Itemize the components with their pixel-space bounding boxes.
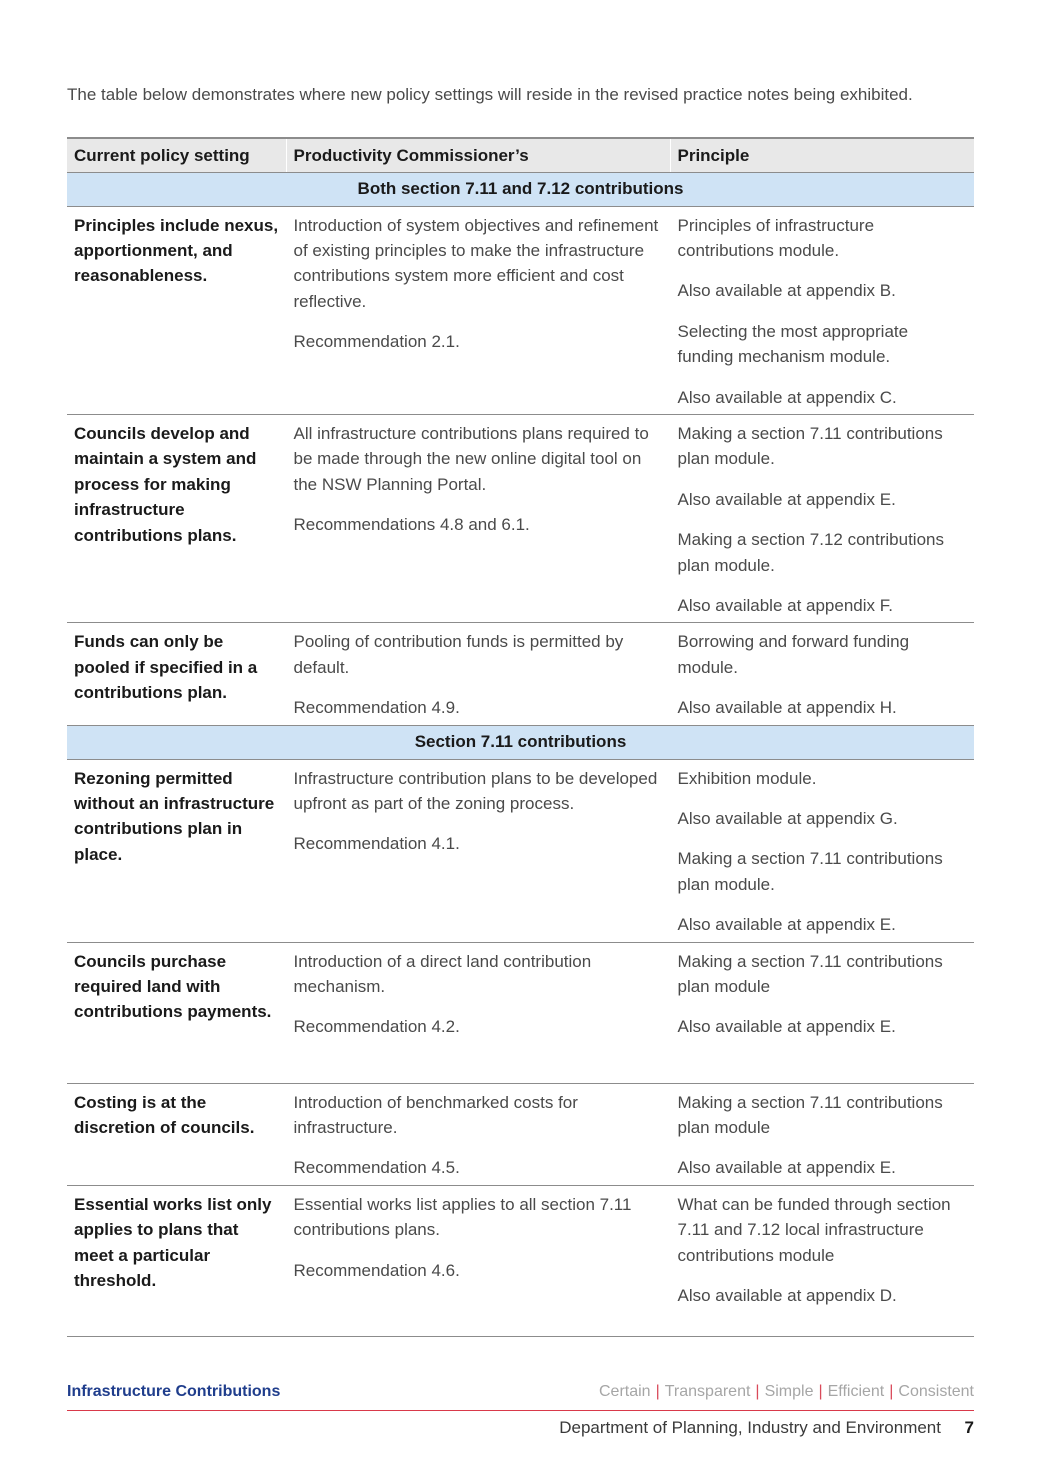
value-transparent: Transparent [664, 1383, 751, 1400]
header-principle: Principle [670, 138, 974, 172]
principle-appendix: Also available at appendix C. [677, 387, 897, 407]
principle-appendix: Also available at appendix F. [677, 595, 893, 615]
table-row [67, 759, 974, 942]
table-row [67, 1083, 974, 1185]
commissioner-recommendation: Recommendations 4.8 and 6.1. [293, 515, 530, 535]
commissioner-cell [286, 942, 670, 1083]
value-simple: Simple [764, 1383, 814, 1400]
commissioner-cell [286, 759, 670, 942]
table-row [67, 1185, 974, 1336]
intro-text: The table below demonstrates where new policy settings will reside in the revised practice notes being exhibited. [67, 85, 913, 104]
section-row [67, 725, 974, 759]
principle-appendix: Also available at appendix D. [677, 1286, 897, 1306]
principle-cell [670, 1185, 974, 1336]
policy-setting-cell: Costing is at the discretion of councils. [67, 1083, 286, 1185]
commissioner-recommendation: Recommendation 4.9. [293, 698, 460, 718]
principle-appendix: Also available at appendix E. [677, 1017, 896, 1037]
commissioner-text: All infrastructure contributions plans required to be made through the new online digital tool on the NSW Planning Portal. [293, 423, 649, 494]
footer-department: Department of Planning, Industry and Environment [559, 1418, 941, 1437]
principle-appendix: Also available at appendix B. [677, 281, 896, 301]
principle-module: Making a section 7.11 contributions plan module [677, 1092, 943, 1138]
commissioner-cell [286, 1185, 670, 1336]
principle-module: Principles of infrastructure contributions module. [677, 215, 875, 260]
principle-cell [670, 414, 974, 622]
commissioner-cell [286, 623, 670, 725]
value-separator: | [755, 1383, 760, 1400]
footer-brand: Infrastructure Contributions [67, 1383, 281, 1400]
footer-divider [67, 1410, 974, 1411]
principle-appendix: Also available at appendix G. [677, 809, 898, 828]
policy-setting-cell: Councils develop and maintain a system and process for making infrastructure contributions plans. [67, 414, 286, 622]
table-row [67, 206, 974, 414]
policy-setting-cell: Essential works list only applies to plans that meet a particular threshold. [67, 1185, 286, 1336]
commissioner-text: Infrastructure contribution plans to be developed upfront as part of the zoning process. [293, 768, 658, 813]
principle-cell [670, 623, 974, 725]
principle-module: Making a section 7.12 contributions plan module. [677, 530, 944, 575]
commissioner-text: Introduction of system objectives and refinement of existing principles to make the infrastructure contributions system more efficient and cost reflective. [293, 215, 659, 311]
table-row [67, 942, 974, 1083]
commissioner-text: Essential works list applies to all section 7.11 contributions plans. [293, 1194, 632, 1240]
section-row [67, 172, 974, 206]
commissioner-recommendation: Recommendation 4.1. [293, 834, 460, 854]
header-current-policy-setting: Current policy setting [67, 138, 286, 172]
section-title: Both section 7.11 and 7.12 contributions [67, 172, 974, 206]
footer-values [599, 1383, 974, 1401]
principle-cell [670, 206, 974, 414]
value-separator: | [655, 1383, 660, 1400]
principle-module: What can be funded through section 7.11 and 7.12 local infrastructure contributions module [677, 1194, 951, 1265]
value-separator: | [889, 1383, 894, 1400]
principle-module: Making a section 7.11 contributions plan module. [677, 423, 943, 469]
policy-setting-cell: Funds can only be pooled if specified in a contributions plan. [67, 623, 286, 725]
principle-module: Selecting the most appropriate funding mechanism module. [677, 321, 909, 367]
commissioner-cell [286, 1083, 670, 1185]
commissioner-recommendation: Recommendation 2.1. [293, 332, 460, 352]
principle-cell [670, 1083, 974, 1185]
table-header-row [67, 138, 974, 172]
principle-appendix: Also available at appendix E. [677, 489, 896, 509]
principle-cell [670, 759, 974, 942]
commissioner-text: Introduction of benchmarked costs for infrastructure. [293, 1092, 578, 1138]
principle-module: Making a section 7.11 contributions plan module [677, 951, 943, 997]
value-efficient: Efficient [827, 1383, 885, 1400]
commissioner-text: Introduction of a direct land contribution mechanism. [293, 951, 592, 997]
table-row [67, 414, 974, 622]
principle-appendix: Also available at appendix H. [677, 698, 897, 718]
principle-module: Making a section 7.11 contributions plan module. [677, 849, 943, 894]
commissioner-text: Pooling of contribution funds is permitted by default. [293, 632, 624, 677]
principle-cell [670, 942, 974, 1083]
commissioner-cell [286, 414, 670, 622]
principle-appendix: Also available at appendix E. [677, 1158, 896, 1178]
value-certain: Certain [599, 1383, 651, 1400]
section-title: Section 7.11 contributions [67, 725, 974, 759]
page-number: 7 [964, 1418, 974, 1437]
commissioner-recommendation: Recommendation 4.5. [293, 1158, 460, 1178]
commissioner-recommendation: Recommendation 4.6. [293, 1260, 460, 1280]
principle-module: Borrowing and forward funding module. [677, 632, 910, 677]
header-productivity-commissioner: Productivity Commissioner’s [286, 138, 670, 172]
value-separator: | [818, 1383, 823, 1400]
principle-module: Exhibition module. [677, 768, 817, 788]
policy-table [67, 137, 974, 1337]
value-consistent: Consistent [898, 1383, 974, 1400]
policy-setting-cell: Councils purchase required land with contributions payments. [67, 942, 286, 1083]
table-row [67, 623, 974, 725]
commissioner-recommendation: Recommendation 4.2. [293, 1017, 460, 1037]
policy-setting-cell: Rezoning permitted without an infrastructure contributions plan in place. [67, 759, 286, 942]
policy-setting-cell: Principles include nexus, apportionment, and reasonableness. [67, 206, 286, 414]
principle-appendix: Also available at appendix E. [677, 915, 896, 935]
commissioner-cell [286, 206, 670, 414]
